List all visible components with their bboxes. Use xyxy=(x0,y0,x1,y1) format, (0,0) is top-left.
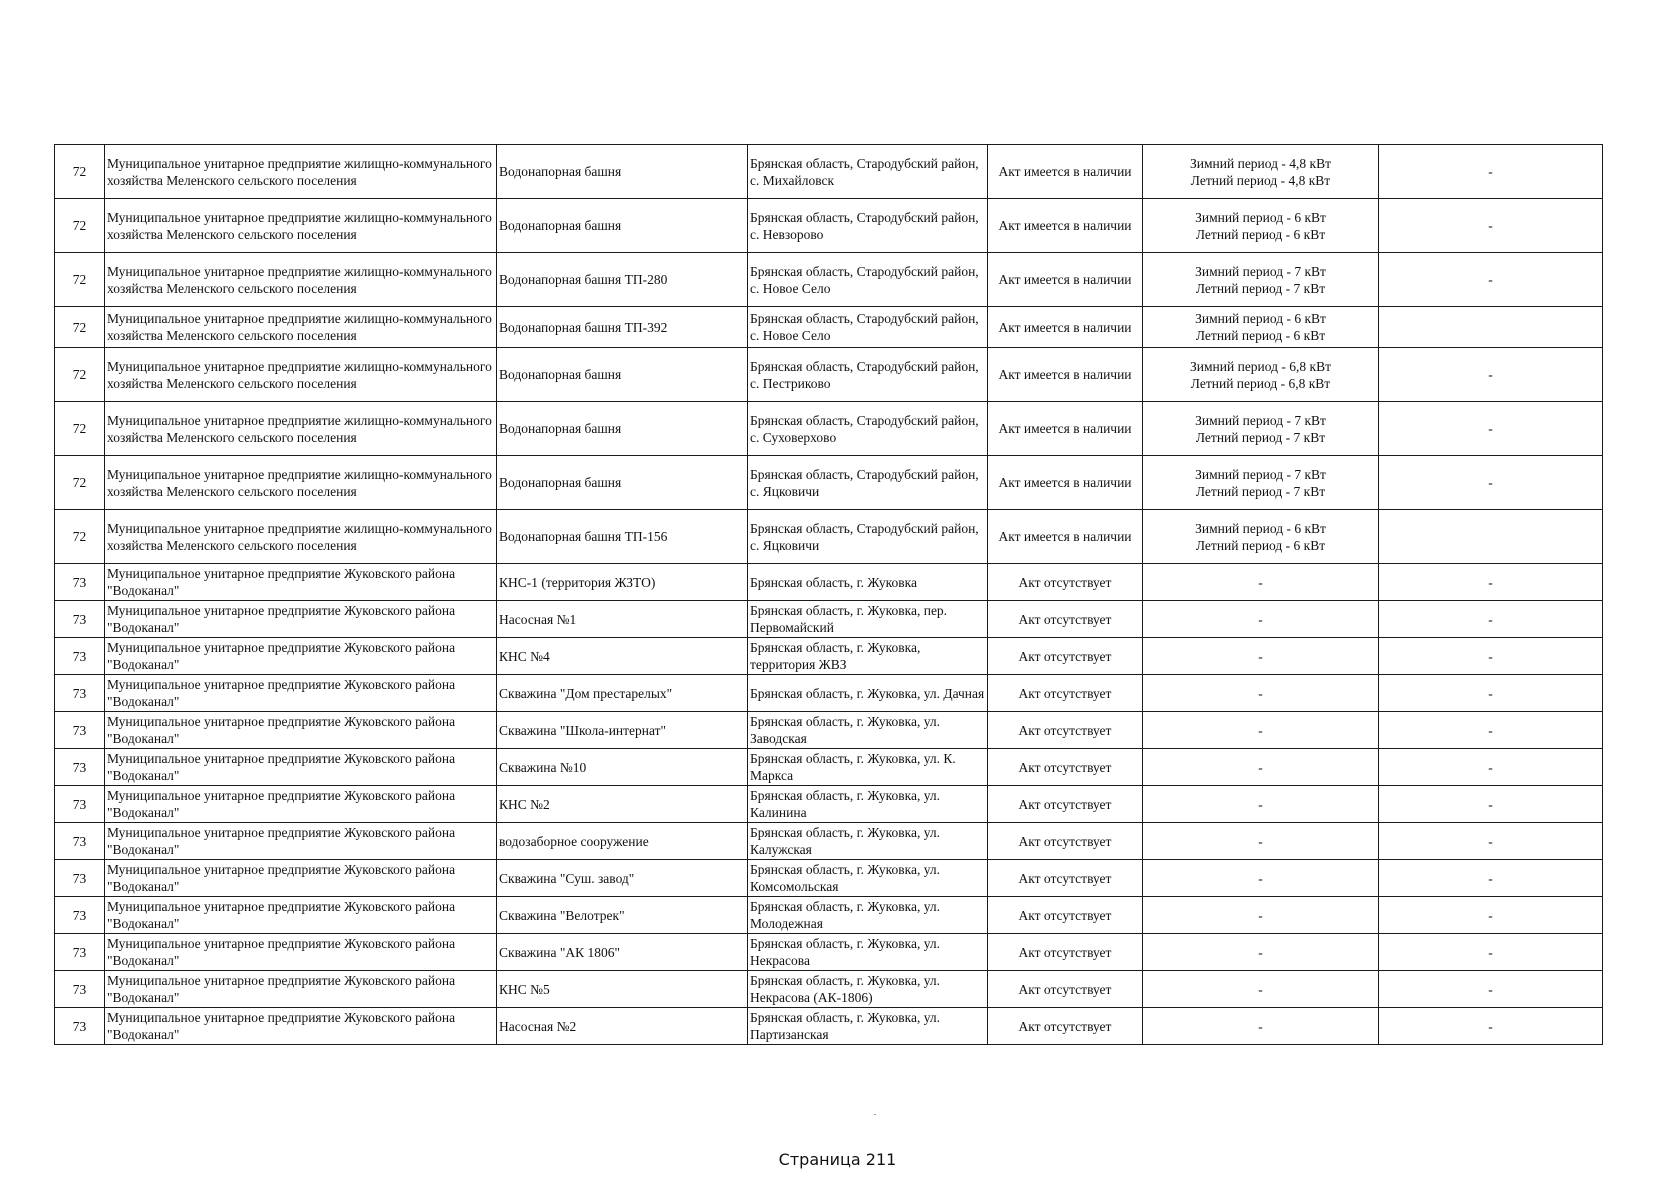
act-status-cell: Акт отсутствует xyxy=(988,786,1143,823)
power-summer: Летний период - 4,8 кВт xyxy=(1190,172,1331,188)
power-cell xyxy=(1143,307,1379,348)
table-row xyxy=(55,199,1603,253)
page-number: Страница 211 xyxy=(778,1150,897,1169)
power-winter: Зимний период - 7 кВт xyxy=(1195,263,1326,279)
note-cell: - xyxy=(1379,199,1603,253)
power-winter: Зимний период - 6 кВт xyxy=(1195,520,1326,536)
power-winter: - xyxy=(1258,796,1263,812)
act-status-cell: Акт отсутствует xyxy=(988,749,1143,786)
object-cell: Водонапорная башня xyxy=(497,456,748,510)
power-winter: Зимний период - 7 кВт xyxy=(1195,466,1326,482)
power-summer: Летний период - 7 кВт xyxy=(1195,429,1326,445)
power-cell xyxy=(1143,456,1379,510)
address-cell: Брянская область, Стародубский район, с. Яцковичи xyxy=(748,456,988,510)
power-winter: Зимний период - 6,8 кВт xyxy=(1190,358,1331,374)
power-winter: Зимний период - 6 кВт xyxy=(1195,311,1326,326)
power-summer: Летний период - 6 кВт xyxy=(1195,537,1326,553)
address-cell: Брянская область, Стародубский район, с. Пестриково xyxy=(748,348,988,402)
object-cell: Насосная №2 xyxy=(497,1008,748,1045)
act-status-cell: Акт отсутствует xyxy=(988,934,1143,971)
object-cell: КНС №5 xyxy=(497,971,748,1008)
object-cell: Водонапорная башня xyxy=(497,199,748,253)
note-cell: - xyxy=(1379,712,1603,749)
power-summer: Летний период - 7 кВт xyxy=(1195,483,1326,499)
object-cell: Насосная №1 xyxy=(497,601,748,638)
organization-cell: Муниципальное унитарное предприятие Жуковского района "Водоканал" xyxy=(105,860,497,897)
address-cell: Брянская область, г. Жуковка, ул. Некрасова xyxy=(748,934,988,971)
table-row xyxy=(55,510,1603,564)
power-winter: Зимний период - 4,8 кВт xyxy=(1190,155,1331,171)
object-cell: Водонапорная башня ТП-156 xyxy=(497,510,748,564)
power-winter: - xyxy=(1258,722,1263,738)
power-cell xyxy=(1143,749,1379,786)
table-row xyxy=(55,749,1603,786)
organization-cell: Муниципальное унитарное предприятие Жуковского района "Водоканал" xyxy=(105,675,497,712)
power-cell xyxy=(1143,402,1379,456)
registry-table-container xyxy=(54,144,1602,1045)
table-row xyxy=(55,786,1603,823)
organization-cell: Муниципальное унитарное предприятие Жуковского района "Водоканал" xyxy=(105,971,497,1008)
address-cell: Брянская область, г. Жуковка, ул. Некрасова (АК-1806) xyxy=(748,971,988,1008)
power-cell xyxy=(1143,675,1379,712)
act-status-cell: Акт имеется в наличии xyxy=(988,510,1143,564)
address-cell: Брянская область, г. Жуковка xyxy=(748,564,988,601)
object-cell: Скважина "Школа-интернат" xyxy=(497,712,748,749)
table-row xyxy=(55,456,1603,510)
power-cell xyxy=(1143,638,1379,675)
address-cell: Брянская область, г. Жуковка, территория ЖВЗ xyxy=(748,638,988,675)
object-cell: Водонапорная башня ТП-392 xyxy=(497,307,748,348)
address-cell: Брянская область, г. Жуковка, ул. Калужская xyxy=(748,823,988,860)
power-winter: - xyxy=(1258,685,1263,701)
act-status-cell: Акт имеется в наличии xyxy=(988,348,1143,402)
power-cell xyxy=(1143,934,1379,971)
power-winter: Зимний период - 6 кВт xyxy=(1195,209,1326,225)
note-cell: - xyxy=(1379,456,1603,510)
act-status-cell: Акт имеется в наличии xyxy=(988,145,1143,199)
address-cell: Брянская область, г. Жуковка, пер. Первомайский xyxy=(748,601,988,638)
power-winter: Зимний период - 7 кВт xyxy=(1195,412,1326,428)
power-cell xyxy=(1143,564,1379,601)
row-number-cell: 73 xyxy=(55,564,105,601)
table-row xyxy=(55,638,1603,675)
power-winter: - xyxy=(1258,574,1263,590)
note-cell: - xyxy=(1379,749,1603,786)
organization-cell: Муниципальное унитарное предприятие Жуковского района "Водоканал" xyxy=(105,934,497,971)
power-winter: - xyxy=(1258,1018,1263,1034)
power-winter: - xyxy=(1258,870,1263,886)
organization-cell: Муниципальное унитарное предприятие Жуковского района "Водоканал" xyxy=(105,749,497,786)
power-cell xyxy=(1143,348,1379,402)
power-winter: - xyxy=(1258,611,1263,627)
table-row xyxy=(55,675,1603,712)
organization-cell: Муниципальное унитарное предприятие жилищно-коммунального хозяйства Меленского сельского поселения xyxy=(105,510,497,564)
row-number-cell: 72 xyxy=(55,145,105,199)
note-cell: - xyxy=(1379,934,1603,971)
row-number-cell: 72 xyxy=(55,253,105,307)
organization-cell: Муниципальное унитарное предприятие жилищно-коммунального хозяйства Меленского сельского поселения xyxy=(105,199,497,253)
row-number-cell: 73 xyxy=(55,675,105,712)
row-number-cell: 73 xyxy=(55,823,105,860)
row-number-cell: 72 xyxy=(55,307,105,348)
power-winter: - xyxy=(1258,759,1263,775)
row-number-cell: 73 xyxy=(55,897,105,934)
table-row xyxy=(55,712,1603,749)
row-number-cell: 72 xyxy=(55,199,105,253)
power-winter: - xyxy=(1258,907,1263,923)
row-number-cell: 73 xyxy=(55,1008,105,1045)
address-cell: Брянская область, Стародубский район, с. Новое Село xyxy=(748,307,988,348)
row-number-cell: 72 xyxy=(55,456,105,510)
act-status-cell: Акт отсутствует xyxy=(988,823,1143,860)
power-cell xyxy=(1143,971,1379,1008)
address-cell: Брянская область, Стародубский район, с. Невзорово xyxy=(748,199,988,253)
power-cell xyxy=(1143,253,1379,307)
table-row xyxy=(55,934,1603,971)
object-cell: Скважина "АК 1806" xyxy=(497,934,748,971)
organization-cell: Муниципальное унитарное предприятие Жуковского района "Водоканал" xyxy=(105,564,497,601)
object-cell: КНС-1 (территория ЖЗТО) xyxy=(497,564,748,601)
row-number-cell: 72 xyxy=(55,402,105,456)
note-cell xyxy=(1379,510,1603,564)
table-row xyxy=(55,860,1603,897)
act-status-cell: Акт имеется в наличии xyxy=(988,456,1143,510)
power-winter: - xyxy=(1258,981,1263,997)
row-number-cell: 73 xyxy=(55,971,105,1008)
object-cell: Скважина "Велотрек" xyxy=(497,897,748,934)
organization-cell: Муниципальное унитарное предприятие Жуковского района "Водоканал" xyxy=(105,786,497,823)
act-status-cell: Акт имеется в наличии xyxy=(988,199,1143,253)
note-cell: - xyxy=(1379,564,1603,601)
power-cell xyxy=(1143,897,1379,934)
organization-cell: Муниципальное унитарное предприятие Жуковского района "Водоканал" xyxy=(105,823,497,860)
scan-speck xyxy=(874,1114,876,1115)
power-cell xyxy=(1143,601,1379,638)
note-cell: - xyxy=(1379,786,1603,823)
object-cell: Водонапорная башня xyxy=(497,348,748,402)
note-cell: - xyxy=(1379,253,1603,307)
organization-cell: Муниципальное унитарное предприятие Жуковского района "Водоканал" xyxy=(105,712,497,749)
note-cell xyxy=(1379,307,1603,348)
act-status-cell: Акт отсутствует xyxy=(988,897,1143,934)
organization-cell: Муниципальное унитарное предприятие Жуковского района "Водоканал" xyxy=(105,897,497,934)
act-status-cell: Акт отсутствует xyxy=(988,1008,1143,1045)
object-cell: Скважина "Суш. завод" xyxy=(497,860,748,897)
object-cell: Водонапорная башня ТП-280 xyxy=(497,253,748,307)
table-row xyxy=(55,1008,1603,1045)
row-number-cell: 72 xyxy=(55,348,105,402)
row-number-cell: 73 xyxy=(55,749,105,786)
table-row xyxy=(55,601,1603,638)
address-cell: Брянская область, г. Жуковка, ул. Комсомольская xyxy=(748,860,988,897)
row-number-cell: 73 xyxy=(55,860,105,897)
row-number-cell: 72 xyxy=(55,510,105,564)
table-row xyxy=(55,307,1603,348)
organization-cell: Муниципальное унитарное предприятие жилищно-коммунального хозяйства Меленского сельского поселения xyxy=(105,348,497,402)
organization-cell: Муниципальное унитарное предприятие Жуковского района "Водоканал" xyxy=(105,1008,497,1045)
table-row xyxy=(55,564,1603,601)
act-status-cell: Акт отсутствует xyxy=(988,601,1143,638)
address-cell: Брянская область, Стародубский район, с. Новое Село xyxy=(748,253,988,307)
address-cell: Брянская область, Стародубский район, с. Суховерхово xyxy=(748,402,988,456)
organization-cell: Муниципальное унитарное предприятие Жуковского района "Водоканал" xyxy=(105,638,497,675)
note-cell: - xyxy=(1379,1008,1603,1045)
address-cell: Брянская область, г. Жуковка, ул. Калинина xyxy=(748,786,988,823)
table-row xyxy=(55,402,1603,456)
note-cell: - xyxy=(1379,601,1603,638)
row-number-cell: 73 xyxy=(55,786,105,823)
power-winter: - xyxy=(1258,648,1263,664)
address-cell: Брянская область, г. Жуковка, ул. Дачная xyxy=(748,675,988,712)
act-status-cell: Акт имеется в наличии xyxy=(988,307,1143,348)
power-summer: Летний период - 7 кВт xyxy=(1195,280,1326,296)
organization-cell: Муниципальное унитарное предприятие жилищно-коммунального хозяйства Меленского сельского поселения xyxy=(105,253,497,307)
object-cell: Водонапорная башня xyxy=(497,145,748,199)
row-number-cell: 73 xyxy=(55,712,105,749)
power-summer: Летний период - 6 кВт xyxy=(1195,226,1326,242)
object-cell: Скважина №10 xyxy=(497,749,748,786)
organization-cell: Муниципальное унитарное предприятие жилищно-коммунального хозяйства Меленского сельского поселения xyxy=(105,402,497,456)
power-cell xyxy=(1143,145,1379,199)
table-body xyxy=(55,145,1603,1045)
object-cell: КНС №4 xyxy=(497,638,748,675)
power-winter: - xyxy=(1258,944,1263,960)
organization-cell: Муниципальное унитарное предприятие жилищно-коммунального хозяйства Меленского сельского поселения xyxy=(105,456,497,510)
act-status-cell: Акт имеется в наличии xyxy=(988,402,1143,456)
address-cell: Брянская область, г. Жуковка, ул. Молодежная xyxy=(748,897,988,934)
act-status-cell: Акт имеется в наличии xyxy=(988,253,1143,307)
power-cell xyxy=(1143,510,1379,564)
note-cell: - xyxy=(1379,675,1603,712)
address-cell: Брянская область, г. Жуковка, ул. Заводская xyxy=(748,712,988,749)
table-row xyxy=(55,253,1603,307)
power-winter: - xyxy=(1258,833,1263,849)
note-cell: - xyxy=(1379,897,1603,934)
note-cell: - xyxy=(1379,145,1603,199)
note-cell: - xyxy=(1379,971,1603,1008)
power-cell xyxy=(1143,712,1379,749)
power-cell xyxy=(1143,786,1379,823)
table-row xyxy=(55,348,1603,402)
power-cell xyxy=(1143,199,1379,253)
note-cell: - xyxy=(1379,402,1603,456)
row-number-cell: 73 xyxy=(55,638,105,675)
note-cell: - xyxy=(1379,823,1603,860)
organization-cell: Муниципальное унитарное предприятие жилищно-коммунального хозяйства Меленского сельского поселения xyxy=(105,145,497,199)
act-status-cell: Акт отсутствует xyxy=(988,675,1143,712)
act-status-cell: Акт отсутствует xyxy=(988,860,1143,897)
power-cell xyxy=(1143,1008,1379,1045)
registry-table xyxy=(54,144,1603,1045)
power-cell xyxy=(1143,823,1379,860)
table-row xyxy=(55,823,1603,860)
object-cell: КНС №2 xyxy=(497,786,748,823)
address-cell: Брянская область, Стародубский район, с. Яцковичи xyxy=(748,510,988,564)
address-cell: Брянская область, Стародубский район, с. Михайловск xyxy=(748,145,988,199)
table-row xyxy=(55,145,1603,199)
note-cell: - xyxy=(1379,860,1603,897)
address-cell: Брянская область, г. Жуковка, ул. К. Маркса xyxy=(748,749,988,786)
power-summer: Летний период - 6,8 кВт xyxy=(1190,375,1331,391)
row-number-cell: 73 xyxy=(55,934,105,971)
organization-cell: Муниципальное унитарное предприятие жилищно-коммунального хозяйства Меленского сельского поселения xyxy=(105,307,497,348)
note-cell: - xyxy=(1379,638,1603,675)
address-cell: Брянская область, г. Жуковка, ул. Партизанская xyxy=(748,1008,988,1045)
act-status-cell: Акт отсутствует xyxy=(988,564,1143,601)
act-status-cell: Акт отсутствует xyxy=(988,712,1143,749)
act-status-cell: Акт отсутствует xyxy=(988,971,1143,1008)
object-cell: Скважина "Дом престарелых" xyxy=(497,675,748,712)
table-row xyxy=(55,897,1603,934)
note-cell: - xyxy=(1379,348,1603,402)
organization-cell: Муниципальное унитарное предприятие Жуковского района "Водоканал" xyxy=(105,601,497,638)
row-number-cell: 73 xyxy=(55,601,105,638)
object-cell: Водонапорная башня xyxy=(497,402,748,456)
table-row xyxy=(55,971,1603,1008)
power-cell xyxy=(1143,860,1379,897)
power-summer: Летний период - 6 кВт xyxy=(1195,328,1326,343)
object-cell: водозаборное сооружение xyxy=(497,823,748,860)
act-status-cell: Акт отсутствует xyxy=(988,638,1143,675)
